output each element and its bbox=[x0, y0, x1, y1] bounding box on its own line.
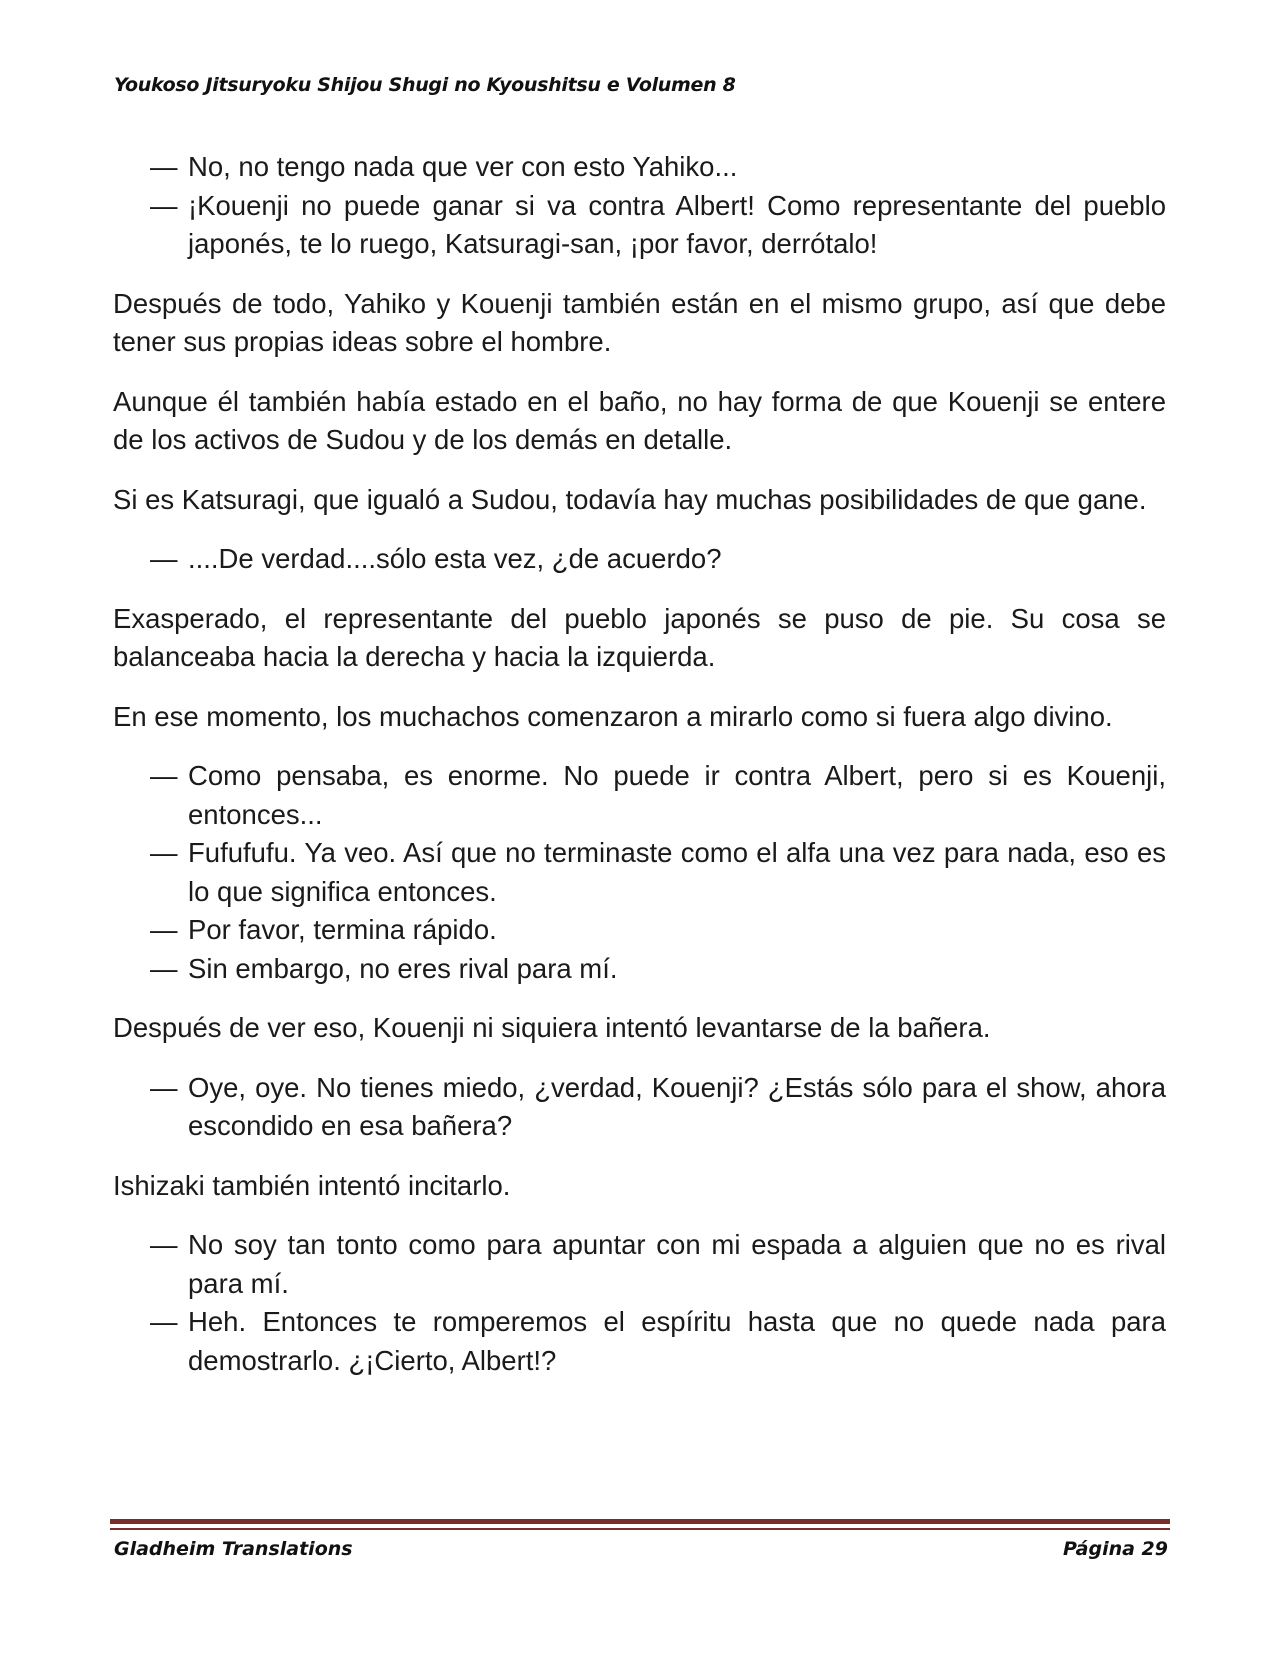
dialogue-line bbox=[113, 1069, 1166, 1146]
page-header-title: Youkoso Jitsuryoku Shijou Shugi no Kyoushitsu e Volumen 8 bbox=[114, 74, 736, 96]
dialogue-line bbox=[113, 187, 1166, 264]
dialogue-text: No, no tengo nada que ver con esto Yahiko... bbox=[188, 151, 738, 182]
dialogue-block bbox=[113, 540, 1166, 579]
footer-page-number: Página 29 bbox=[1062, 1538, 1168, 1560]
page-content bbox=[113, 148, 1166, 1401]
dialogue-line bbox=[113, 148, 1166, 187]
paragraph: Exasperado, el representante del pueblo japonés se puso de pie. Su cosa se balanceaba hacia la derecha y hacia la izquierda. bbox=[113, 602, 1166, 672]
dialogue-line bbox=[113, 1226, 1166, 1303]
dialogue-dash: — bbox=[150, 1071, 178, 1103]
dialogue-dash: — bbox=[150, 1306, 178, 1337]
paragraph: Si es Katsuragi, que igualó a Sudou, todavía hay muchas posibilidades de que gane. bbox=[113, 483, 1147, 515]
paragraph: En ese momento, los muchachos comenzaron a mirarlo como si fuera algo divino. bbox=[113, 700, 1113, 732]
dialogue-dash: — bbox=[150, 914, 178, 945]
dialogue-block bbox=[113, 1069, 1166, 1146]
paragraph: Ishizaki también intentó incitarlo. bbox=[113, 1169, 511, 1201]
dialogue-dash: — bbox=[150, 151, 178, 182]
paragraph: Después de todo, Yahiko y Kouenji también están en el mismo grupo, así que debe tener sus propias ideas sobre el hombre. bbox=[113, 287, 1166, 357]
dialogue-line bbox=[113, 757, 1166, 834]
dialogue-dash: — bbox=[150, 189, 178, 221]
dialogue-text: Sin embargo, no eres rival para mí. bbox=[188, 952, 618, 984]
dialogue-line bbox=[113, 950, 1166, 989]
dialogue-dash: — bbox=[150, 837, 178, 868]
dialogue-line bbox=[113, 911, 1166, 950]
footer-divider-thick bbox=[110, 1519, 1170, 1524]
dialogue-block bbox=[113, 1226, 1166, 1380]
dialogue-line bbox=[113, 834, 1166, 911]
dialogue-line bbox=[113, 1303, 1166, 1380]
dialogue-line bbox=[113, 540, 1166, 579]
dialogue-text: Oye, oye. No tienes miedo, ¿verdad, Kouenji? ¿Estás sólo para el show, ahora escondido en esa bañera? bbox=[188, 1071, 1166, 1141]
dialogue-text: ....De verdad....sólo esta vez, ¿de acuerdo? bbox=[188, 543, 722, 574]
dialogue-block bbox=[113, 148, 1166, 264]
dialogue-text: ¡Kouenji no puede ganar si va contra Albert! Como representante del pueblo japonés, te lo ruego, Katsuragi-san, ¡por favor, derrótalo! bbox=[188, 189, 1166, 259]
footer-translator: Gladheim Translations bbox=[114, 1538, 353, 1560]
dialogue-block bbox=[113, 757, 1166, 988]
dialogue-dash: — bbox=[150, 543, 178, 574]
dialogue-text: No soy tan tonto como para apuntar con mi espada a alguien que no es rival para mí. bbox=[188, 1229, 1166, 1299]
dialogue-text: Como pensaba, es enorme. No puede ir contra Albert, pero si es Kouenji, entonces... bbox=[188, 760, 1166, 830]
dialogue-dash: — bbox=[150, 952, 178, 984]
dialogue-text: Heh. Entonces te romperemos el espíritu hasta que no quede nada para demostrarlo. ¿¡Cierto, Albert!? bbox=[188, 1306, 1166, 1376]
paragraph: Aunque él también había estado en el baño, no hay forma de que Kouenji se entere de los activos de Sudou y de los demás en detalle. bbox=[113, 385, 1166, 455]
dialogue-dash: — bbox=[150, 760, 178, 791]
dialogue-dash: — bbox=[150, 1229, 178, 1260]
dialogue-text: Por favor, termina rápido. bbox=[188, 914, 497, 945]
paragraph: Después de ver eso, Kouenji ni siquiera intentó levantarse de la bañera. bbox=[113, 1012, 991, 1043]
dialogue-text: Fufufufu. Ya veo. Así que no terminaste como el alfa una vez para nada, eso es lo que significa entonces. bbox=[188, 837, 1166, 907]
